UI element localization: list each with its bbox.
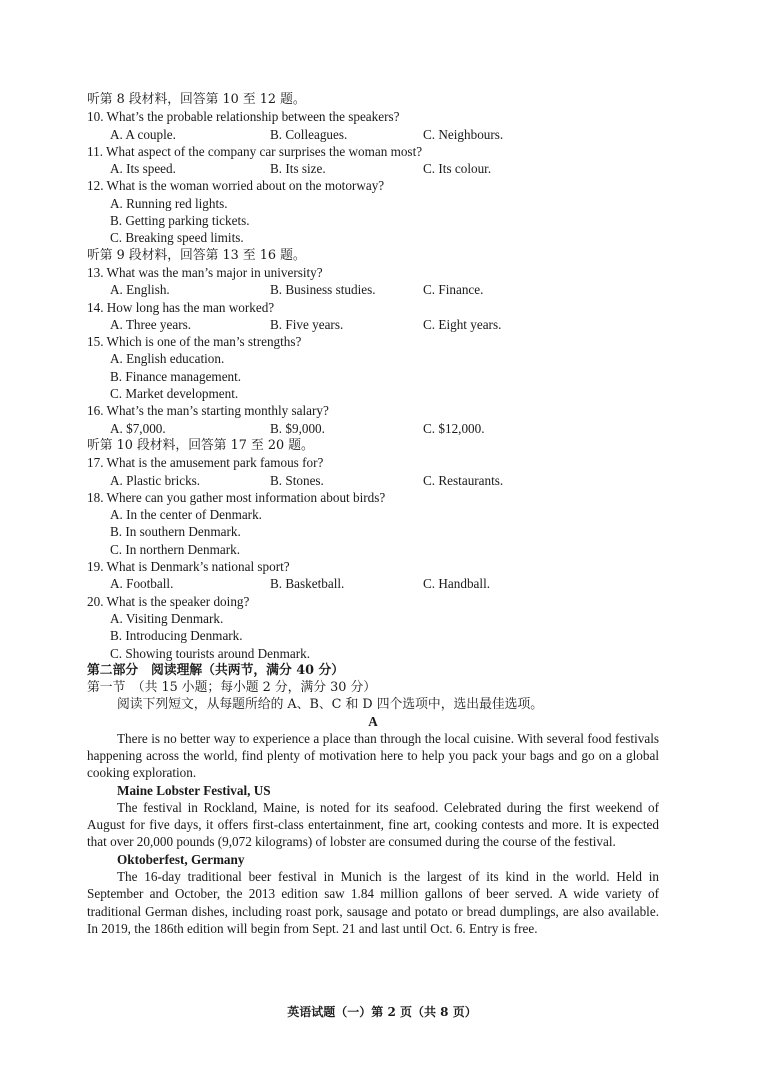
- paragraph-maine-lobster: The festival in Rockland, Maine, is noted for its seafood. Celebrated during the first weekend of August for five days, it offers first-class entertainment, fine art, cooking contests and more. It is expected that over 20,000 pounds (9,072 kilograms) of lobster are consumed during the course of the festival.: [87, 799, 659, 850]
- option-b: B. Finance management.: [110, 368, 242, 384]
- question-20: 20. What is the speaker doing?: [87, 593, 250, 609]
- options-14: [87, 316, 659, 333]
- options-13: [87, 281, 659, 298]
- options-11: [87, 160, 659, 177]
- part2-title: 第二部分 阅读理解（共两节，满分 40 分）: [87, 662, 345, 678]
- section1-title: 第一节 （共 15 小题；每小题 2 分，满分 30 分）: [87, 680, 377, 696]
- intro-paragraph: There is no better way to experience a place than through the local cuisine. With several food festivals happening across the world, find plenty of motivation here to help you pack your bags and go on a global cooking exploration.: [87, 730, 659, 781]
- option-a: A. Football.: [110, 576, 174, 592]
- option-a: A. In the center of Denmark.: [110, 507, 262, 523]
- option-c: C. Its colour.: [423, 161, 492, 177]
- option-c: C. Market development.: [110, 386, 239, 402]
- option-c: C. Eight years.: [423, 316, 502, 332]
- question-18: 18. Where can you gather most information about birds?: [87, 489, 386, 505]
- option-c: C. In northern Denmark.: [110, 541, 241, 557]
- section-intro-8: 听第 8 段材料，回答第 10 至 12 题。: [87, 92, 306, 107]
- passage-letter: A: [368, 713, 378, 729]
- options-10: [87, 126, 659, 143]
- option-b: B. Basketball.: [270, 576, 345, 592]
- option-c: C. Handball.: [423, 576, 491, 592]
- question-15: 15. Which is one of the man’s strengths?: [87, 334, 302, 350]
- options-19: [87, 575, 659, 592]
- page-footer: 英语试题（一）第 2 页（共 8 页）: [287, 1005, 477, 1019]
- option-a: A. English education.: [110, 351, 225, 367]
- heading-maine-lobster: Maine Lobster Festival, US: [117, 782, 271, 798]
- question-13: 13. What was the man’s major in university?: [87, 264, 323, 280]
- exam-page: [87, 91, 659, 937]
- option-c: C. Breaking speed limits.: [110, 230, 244, 246]
- options-17: [87, 472, 659, 489]
- section-intro-10: 听第 10 段材料，回答第 17 至 20 题。: [87, 437, 314, 453]
- question-14: 14. How long has the man worked?: [87, 299, 275, 315]
- option-a: A. A couple.: [110, 126, 176, 142]
- option-b: B. Colleagues.: [270, 126, 348, 142]
- section-intro-9: 听第 9 段材料，回答第 13 至 16 题。: [87, 247, 306, 263]
- option-a: A. Its speed.: [110, 161, 176, 177]
- option-b: B. Stones.: [270, 472, 324, 488]
- option-c: C. Showing tourists around Denmark.: [110, 645, 310, 661]
- question-10: 10. What’s the probable relationship between the speakers?: [87, 109, 400, 125]
- option-b: B. Its size.: [270, 161, 326, 177]
- question-12: 12. What is the woman worried about on the motorway?: [87, 178, 385, 194]
- option-a: A. Running red lights.: [110, 195, 228, 211]
- option-a: A. English.: [110, 282, 170, 298]
- option-a: A. Plastic bricks.: [110, 472, 201, 488]
- question-11: 11. What aspect of the company car surprises the woman most?: [87, 143, 423, 159]
- instruction: 阅读下列短文，从每题所给的 A、B、C 和 D 四个选项中，选出最佳选项。: [117, 697, 544, 713]
- option-b: B. $9,000.: [270, 420, 325, 436]
- option-c: C. $12,000.: [423, 420, 485, 436]
- option-b: B. Business studies.: [270, 282, 376, 298]
- options-16: [87, 420, 659, 437]
- option-a: A. Three years.: [110, 316, 192, 332]
- option-b: B. In southern Denmark.: [110, 524, 241, 540]
- option-b: B. Getting parking tickets.: [110, 213, 250, 229]
- option-b: B. Introducing Denmark.: [110, 628, 243, 644]
- question-16: 16. What’s the man’s starting monthly salary?: [87, 403, 329, 419]
- option-b: B. Five years.: [270, 316, 344, 332]
- option-a: A. $7,000.: [110, 420, 166, 436]
- heading-oktoberfest: Oktoberfest, Germany: [117, 851, 245, 867]
- option-c: C. Neighbours.: [423, 126, 504, 142]
- question-17: 17. What is the amusement park famous for?: [87, 455, 324, 471]
- paragraph-oktoberfest: The 16-day traditional beer festival in Munich is the largest of its kind in the world. Held in September and October, the 2013 edition saw 1.84 million gallons of beer served. A wide variety of traditional German dishes, including roast pork, sausage and potato or bread dumplings, are also available. In 2019, the 186th edition will begin from Sept. 21 and last until Oct. 6. Entry is free.: [87, 869, 659, 936]
- option-c: C. Finance.: [423, 282, 484, 298]
- question-19: 19. What is Denmark’s national sport?: [87, 559, 290, 575]
- option-a: A. Visiting Denmark.: [110, 610, 224, 626]
- option-c: C. Restaurants.: [423, 472, 504, 488]
